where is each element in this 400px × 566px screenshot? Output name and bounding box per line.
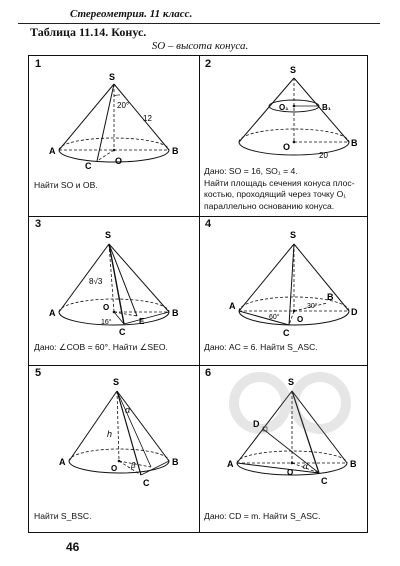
label-A: A [59, 457, 66, 467]
problem-cell-5 [29, 365, 199, 534]
label-O: O [111, 464, 118, 473]
label-alpha: α [303, 462, 308, 471]
task-line: костью, проходящий через точку O₁ [204, 189, 347, 199]
problem-number: 4 [205, 218, 212, 230]
label-radius: 20 [319, 151, 328, 160]
cone-figure-3 [29, 216, 199, 346]
label-C: C [283, 328, 290, 338]
task-line: Дано: SO = 16, SO₁ = 4. [204, 166, 298, 176]
label-C: C [143, 478, 150, 488]
cone-figure-1 [29, 56, 199, 186]
label-D: D [351, 307, 358, 317]
problem-cell-2 [199, 56, 369, 216]
problem-number: 1 [35, 58, 42, 70]
problem-task: Дано: AC = 6. Найти S_ASC. [204, 342, 318, 352]
cone-figure-4 [199, 216, 369, 346]
label-angle: 20° [117, 101, 130, 110]
label-B: B [172, 308, 179, 318]
problem-number: 5 [35, 367, 42, 379]
label-angle: 16° [101, 319, 112, 326]
cone-figure-5 [29, 365, 199, 505]
problem-task [204, 166, 355, 212]
problems-table [28, 55, 368, 533]
problem-cell-4 [199, 216, 369, 365]
label-angle-30: 30° [307, 303, 318, 310]
header-rule [18, 23, 380, 24]
label-S: S [105, 230, 112, 240]
label-h: h [107, 429, 113, 439]
label-A: A [49, 308, 56, 318]
label-A: A [229, 301, 236, 311]
label-O: O [297, 315, 304, 324]
label-height: 8√3 [89, 277, 103, 286]
table-title: Таблица 11.14. Конус. [30, 25, 147, 39]
label-A: A [49, 146, 56, 156]
problem-task: Дано: CD = m. Найти S_ASC. [204, 511, 321, 521]
label-angle-60: 60° [269, 314, 280, 321]
label-B: B [327, 292, 334, 302]
watermark-logo [225, 368, 365, 438]
label-B: B [351, 138, 358, 148]
label-S: S [288, 377, 295, 387]
table-subtitle: SO – высота конуса. [151, 40, 249, 52]
label-O: O [115, 156, 123, 166]
label-S: S [113, 377, 120, 387]
label-S: S [109, 72, 116, 82]
problem-number: 6 [205, 367, 212, 379]
label-C: C [119, 327, 126, 337]
problem-number: 2 [205, 58, 212, 70]
page-header [0, 0, 400, 40]
label-beta: β [131, 461, 136, 470]
label-B: B [172, 457, 179, 467]
label-O: O [103, 303, 110, 312]
label-C: C [321, 476, 328, 486]
page-number: 46 [66, 540, 80, 554]
label-D: D [253, 419, 260, 429]
label-B: B [350, 459, 357, 469]
label-E: E [139, 317, 145, 326]
label-alpha: α [125, 405, 131, 415]
problem-task: Дано: ∠COB = 60°. Найти ∠SEO. [34, 342, 168, 352]
label-O1: O₁ [279, 103, 289, 112]
cone-figure-2 [199, 56, 369, 166]
label-S: S [290, 230, 297, 240]
label-B: B [172, 146, 179, 156]
label-B1: B₁ [322, 103, 332, 112]
task-line: Найти площадь сечения конуса плос- [204, 177, 355, 188]
label-A: A [227, 459, 234, 469]
problem-task: Найти S_BSC. [34, 511, 92, 521]
problem-cell-1 [29, 56, 199, 216]
label-S: S [290, 65, 297, 75]
running-head: Стереометрия. 11 класс. [70, 8, 193, 20]
label-O: O [283, 142, 291, 152]
problem-number: 3 [35, 218, 42, 230]
label-C: C [85, 161, 92, 171]
label-slant: 12 [143, 114, 152, 123]
problem-cell-3 [29, 216, 199, 365]
task-line: параллельно основанию конуса. [204, 200, 335, 211]
label-O: O [287, 468, 294, 477]
problem-task: Найти SO и OB. [34, 180, 98, 190]
